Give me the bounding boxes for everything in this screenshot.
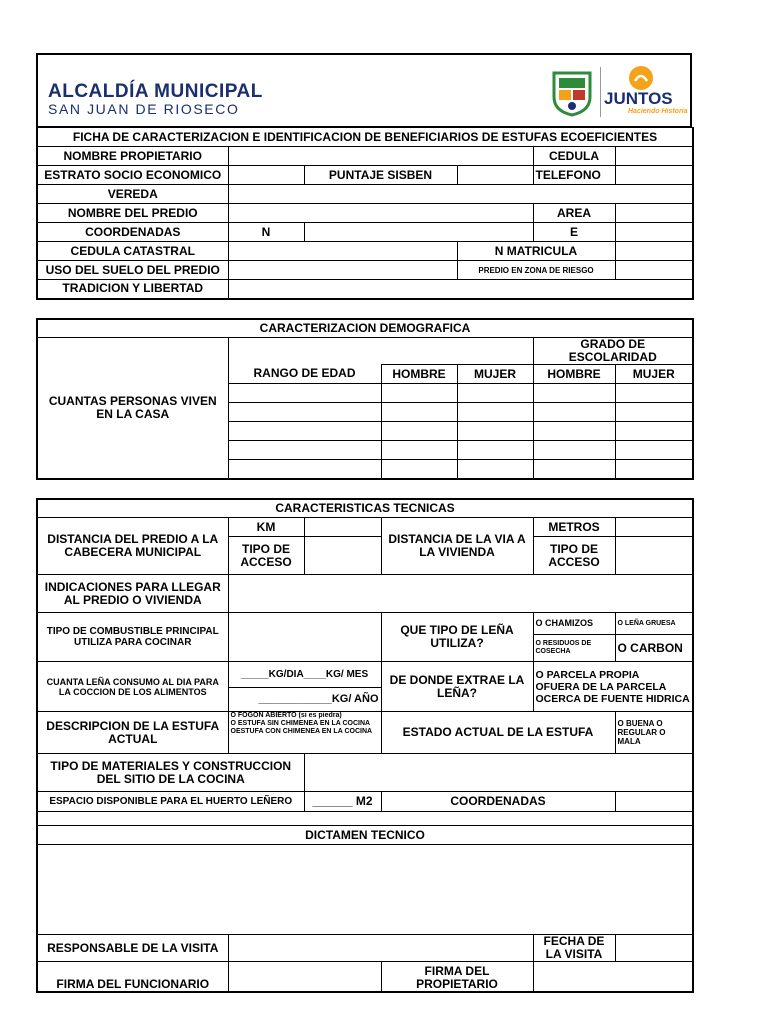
option-chamizos[interactable]: O CHAMIZOS: [533, 613, 615, 635]
cell-esc-mujer[interactable]: [615, 460, 693, 479]
field-responsable[interactable]: [228, 935, 533, 962]
label-coordenadas-huerto: COORDENADAS: [381, 792, 615, 812]
field-telefono[interactable]: [615, 166, 693, 185]
label-combustible: TIPO DE COMBUSTIBLE PRINCIPAL UTILIZA PARA COCINAR: [37, 613, 228, 662]
label-vereda: VEREDA: [37, 185, 228, 204]
form-title: FICHA DE CARACTERIZACION E IDENTIFICACION DE BENEFICIARIOS DE ESTUFAS ECOEFICIENTES: [37, 128, 693, 147]
option-carbon[interactable]: O CARBON: [615, 635, 693, 662]
label-hombre: HOMBRE: [381, 365, 457, 384]
cell-esc-hombre[interactable]: [533, 460, 615, 479]
field-dictamen[interactable]: [37, 845, 693, 935]
options-descripcion[interactable]: [228, 712, 381, 754]
field-area[interactable]: [615, 204, 693, 223]
field-metros[interactable]: [615, 518, 693, 537]
cell-rango[interactable]: [228, 441, 381, 460]
cell-hombre[interactable]: [381, 441, 457, 460]
cell-mujer[interactable]: [457, 384, 533, 403]
cell-esc-mujer[interactable]: [615, 384, 693, 403]
ident-table: [36, 127, 694, 300]
cell-esc-mujer[interactable]: [615, 403, 693, 422]
field-coordenadas-huerto[interactable]: [615, 792, 693, 812]
label-tipo-lena: QUE TIPO DE LEÑA UTILIZA?: [381, 613, 533, 662]
cell-rango[interactable]: [228, 403, 381, 422]
org-line2: SAN JUAN DE RIOSECO: [48, 101, 240, 117]
label-responsable: RESPONSABLE DE LA VISITA: [37, 935, 228, 962]
cell-rango[interactable]: [228, 384, 381, 403]
label-estado-actual: ESTADO ACTUAL DE LA ESTUFA: [381, 712, 615, 754]
cell-rango[interactable]: [228, 422, 381, 441]
cell-hombre[interactable]: [381, 460, 457, 479]
field-fecha[interactable]: [615, 935, 693, 962]
option-fuera-parcela[interactable]: OFUERA DE LA PARCELA: [535, 680, 667, 693]
option-con-chimenea[interactable]: OESTUFA CON CHIMENEA EN LA COCINA: [230, 728, 373, 735]
label-tradicion: TRADICION Y LIBERTAD: [37, 280, 228, 299]
cell-mujer[interactable]: [457, 422, 533, 441]
cell-esc-mujer[interactable]: [615, 422, 693, 441]
option-parcela-propia[interactable]: O PARCELA PROPIA: [535, 668, 640, 681]
field-coord-n[interactable]: [304, 223, 533, 242]
cell-mujer[interactable]: [457, 403, 533, 422]
field-km[interactable]: [304, 518, 381, 537]
field-zona-riesgo[interactable]: [615, 261, 693, 280]
label-donde-extrae: DE DONDE EXTRAE LA LEÑA?: [381, 662, 533, 712]
spacer-row: [37, 812, 693, 826]
cell-esc-hombre[interactable]: [533, 384, 615, 403]
label-consumo: CUANTA LEÑA CONSUMO AL DIA PARA LA COCCION DE LOS ALIMENTOS: [37, 662, 228, 712]
option-lena-gruesa[interactable]: O LEÑA GRUESA: [615, 613, 693, 635]
label-personas: CUANTAS PERSONAS VIVEN EN LA CASA: [37, 338, 228, 479]
field-tipo-acceso-2[interactable]: [615, 537, 693, 575]
label-espacio: ESPACIO DISPONIBLE PARA EL HUERTO LEÑERO: [37, 792, 304, 812]
field-n-matricula[interactable]: [615, 242, 693, 261]
field-materiales[interactable]: [304, 754, 693, 792]
field-kg-ano[interactable]: ____________KG/ AÑO: [228, 688, 381, 712]
partner-slogan: Haciendo Historia: [628, 108, 688, 115]
label-nombre-predio: NOMBRE DEL PREDIO: [37, 204, 228, 223]
label-tipo-acceso-2: TIPO DE ACCESO: [533, 537, 615, 575]
label-cedula-catastral: CEDULA CATASTRAL: [37, 242, 228, 261]
label-rango-edad: RANGO DE EDAD: [228, 365, 381, 384]
option-sin-chimenea[interactable]: O ESTUFA SIN CHIMENEA EN LA COCINA: [230, 720, 371, 727]
field-tipo-acceso-1[interactable]: [304, 537, 381, 575]
cell-hombre[interactable]: [381, 384, 457, 403]
demographic-blank: [228, 338, 533, 365]
field-vereda[interactable]: [228, 185, 693, 204]
cell-esc-hombre[interactable]: [533, 422, 615, 441]
label-nombre-propietario: NOMBRE PROPIETARIO: [37, 147, 228, 166]
form-sheet: [36, 53, 692, 991]
technical-title: CARACTERISTICAS TECNICAS: [37, 499, 693, 518]
option-fuente-hidrica[interactable]: OCERCA DE FUENTE HIDRICA: [535, 692, 690, 705]
label-puntaje-sisben: PUNTAJE SISBEN: [304, 166, 457, 185]
label-fecha: FECHA DE LA VISITA: [533, 935, 615, 962]
field-cedula[interactable]: [615, 147, 693, 166]
label-metros: METROS: [533, 518, 615, 537]
field-estrato[interactable]: [228, 166, 304, 185]
label-mujer: MUJER: [457, 365, 533, 384]
label-tipo-acceso-1: TIPO DE ACCESO: [228, 537, 304, 575]
label-esc-mujer: MUJER: [615, 365, 693, 384]
field-tradicion[interactable]: [228, 280, 693, 299]
option-fogon[interactable]: O FOGON ABIERTO (si es piedra): [230, 712, 342, 719]
label-estrato: ESTRATO SOCIO ECONOMICO: [37, 166, 228, 185]
label-firma-funcionario: FIRMA DEL FUNCIONARIO: [37, 962, 228, 992]
partner-name: JUNTOS: [604, 89, 673, 108]
cell-mujer[interactable]: [457, 460, 533, 479]
cell-hombre[interactable]: [381, 403, 457, 422]
field-puntaje-sisben[interactable]: [457, 166, 533, 185]
label-firma-propietario: FIRMA DEL PROPIETARIO: [381, 962, 533, 992]
alcaldia-logo: [48, 83, 263, 117]
label-indicaciones: INDICACIONES PARA LLEGAR AL PREDIO O VIVIENDA: [37, 575, 228, 613]
label-distancia-via: DISTANCIA DE LA VIA A LA VIVIENDA: [381, 518, 533, 575]
field-nombre-predio[interactable]: [228, 204, 533, 223]
cell-rango[interactable]: [228, 460, 381, 479]
label-area: AREA: [533, 204, 615, 223]
label-e: E: [533, 223, 615, 242]
field-m2[interactable]: ______ M2: [304, 792, 381, 812]
cell-esc-hombre[interactable]: [533, 403, 615, 422]
label-materiales: TIPO DE MATERIALES Y CONSTRUCCION DEL SITIO DE LA COCINA: [37, 754, 304, 792]
cell-mujer[interactable]: [457, 441, 533, 460]
logo-divider: [600, 67, 601, 117]
cell-esc-mujer[interactable]: [615, 441, 693, 460]
label-coordenadas: COORDENADAS: [37, 223, 228, 242]
field-cedula-catastral[interactable]: [228, 242, 457, 261]
label-n: N: [228, 223, 304, 242]
field-combustible[interactable]: [228, 613, 381, 662]
label-esc-hombre: HOMBRE: [533, 365, 615, 384]
field-coord-e[interactable]: [615, 223, 693, 242]
options-estado[interactable]: O BUENA O REGULAR O MALA: [615, 712, 693, 754]
label-descripcion: DESCRIPCION DE LA ESTUFA ACTUAL: [37, 712, 228, 754]
cell-esc-hombre[interactable]: [533, 441, 615, 460]
field-firma-funcionario[interactable]: [228, 962, 381, 992]
field-kg-dia[interactable]: _____KG/DIA____KG/ MES: [228, 662, 381, 688]
org-line1: ALCALDÍA MUNICIPAL: [48, 81, 263, 102]
cell-hombre[interactable]: [381, 422, 457, 441]
label-dictamen: DICTAMEN TECNICO: [37, 826, 693, 845]
label-distancia-predio: DISTANCIA DEL PREDIO A LA CABECERA MUNICIPAL: [37, 518, 228, 575]
field-nombre-propietario[interactable]: [228, 147, 533, 166]
demographic-title: CARACTERIZACION DEMOGRAFICA: [37, 319, 693, 338]
label-grado-escolaridad: GRADO DE ESCOLARIDAD: [533, 338, 693, 365]
field-firma-propietario[interactable]: [533, 962, 693, 992]
label-telefono: TELEFONO: [533, 166, 615, 185]
label-uso-suelo: USO DEL SUELO DEL PREDIO: [37, 261, 228, 280]
juntos-sun-icon: [626, 65, 656, 91]
municipal-crest-icon: [550, 69, 594, 117]
form-header: [36, 53, 692, 127]
juntos-logo: [604, 65, 690, 121]
label-km: KM: [228, 518, 304, 537]
label-zona-riesgo: PREDIO EN ZONA DE RIESGO: [457, 261, 615, 280]
label-n-matricula: N MATRICULA: [457, 242, 615, 261]
label-cedula: CEDULA: [533, 147, 615, 166]
demographic-table: [36, 318, 694, 480]
field-uso-suelo[interactable]: [228, 261, 457, 280]
technical-table: [36, 498, 694, 993]
option-residuos[interactable]: O RESIDUOS DE COSECHA: [533, 635, 615, 662]
field-indicaciones[interactable]: [228, 575, 693, 613]
options-extraccion[interactable]: [533, 662, 693, 712]
